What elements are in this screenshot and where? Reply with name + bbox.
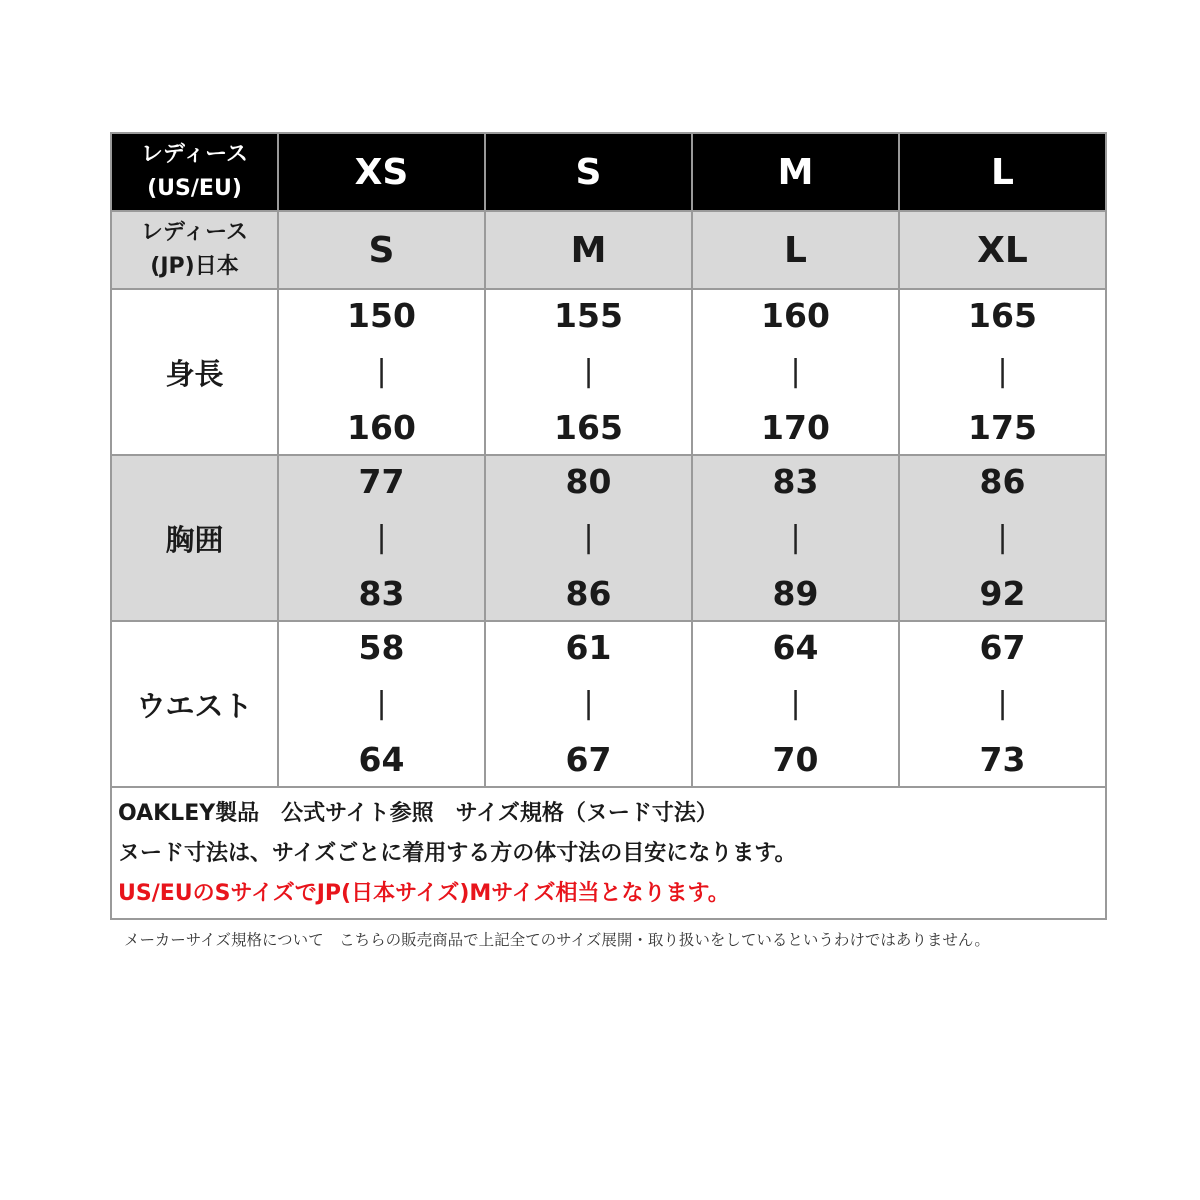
waist-cell bbox=[899, 621, 1106, 787]
jp-label-line2: (JP)日本 bbox=[150, 254, 239, 279]
waist-row bbox=[111, 621, 1106, 787]
range-min: 83 bbox=[772, 462, 819, 501]
notes-row bbox=[111, 787, 1106, 919]
us-size-s: S bbox=[485, 133, 692, 211]
notes-cell bbox=[111, 787, 1106, 919]
waist-label: ウエスト bbox=[111, 621, 278, 787]
range-separator: | bbox=[376, 354, 387, 389]
range-max: 70 bbox=[772, 740, 819, 779]
height-cell bbox=[692, 289, 899, 455]
range-max: 160 bbox=[347, 408, 416, 447]
range-min: 58 bbox=[358, 628, 405, 667]
range-max: 83 bbox=[358, 574, 405, 613]
jp-size-l: L bbox=[692, 211, 899, 289]
range-separator: | bbox=[583, 354, 594, 389]
range-separator: | bbox=[583, 686, 594, 721]
height-cell bbox=[899, 289, 1106, 455]
jp-size-xl: XL bbox=[899, 211, 1106, 289]
us-size-m: M bbox=[692, 133, 899, 211]
range-min: 86 bbox=[979, 462, 1026, 501]
chest-cell bbox=[899, 455, 1106, 621]
us-size-l: L bbox=[899, 133, 1106, 211]
range-min: 61 bbox=[565, 628, 612, 667]
range-max: 92 bbox=[979, 574, 1026, 613]
jp-label-line1: レディース bbox=[140, 220, 249, 245]
range-max: 165 bbox=[554, 408, 623, 447]
us-eu-row-label bbox=[111, 133, 278, 211]
range-separator: | bbox=[376, 520, 387, 555]
range-max: 67 bbox=[565, 740, 612, 779]
range-max: 86 bbox=[565, 574, 612, 613]
height-row bbox=[111, 289, 1106, 455]
range-separator: | bbox=[997, 686, 1008, 721]
range-separator: | bbox=[583, 520, 594, 555]
range-min: 160 bbox=[761, 296, 830, 335]
range-max: 73 bbox=[979, 740, 1026, 779]
height-cell bbox=[278, 289, 485, 455]
range-separator: | bbox=[376, 686, 387, 721]
chest-row bbox=[111, 455, 1106, 621]
us-eu-label-line2: (US/EU) bbox=[147, 176, 242, 201]
jp-size-s: S bbox=[278, 211, 485, 289]
range-min: 155 bbox=[554, 296, 623, 335]
jp-row-label bbox=[111, 211, 278, 289]
waist-cell bbox=[692, 621, 899, 787]
us-eu-label-line1: レディース bbox=[140, 142, 249, 167]
chest-cell bbox=[278, 455, 485, 621]
range-min: 67 bbox=[979, 628, 1026, 667]
range-min: 165 bbox=[968, 296, 1037, 335]
range-min: 77 bbox=[358, 462, 405, 501]
disclaimer-text: メーカーサイズ規格について こちらの販売商品で上記全てのサイズ展開・取り扱いをしているというわけではありません。 bbox=[124, 931, 990, 949]
range-min: 64 bbox=[772, 628, 819, 667]
jp-size-row bbox=[111, 211, 1106, 289]
us-size-xs: XS bbox=[278, 133, 485, 211]
size-table bbox=[110, 132, 1107, 920]
waist-cell bbox=[278, 621, 485, 787]
note-source: OAKLEY製品 公式サイト参照 サイズ規格（ヌード寸法） bbox=[118, 801, 718, 826]
range-separator: | bbox=[790, 686, 801, 721]
range-separator: | bbox=[997, 354, 1008, 389]
chest-cell bbox=[692, 455, 899, 621]
jp-size-m: M bbox=[485, 211, 692, 289]
range-separator: | bbox=[790, 354, 801, 389]
range-separator: | bbox=[997, 520, 1008, 555]
chest-cell bbox=[485, 455, 692, 621]
range-max: 89 bbox=[772, 574, 819, 613]
us-eu-size-row bbox=[111, 133, 1106, 211]
range-max: 170 bbox=[761, 408, 830, 447]
waist-cell bbox=[485, 621, 692, 787]
range-max: 175 bbox=[968, 408, 1037, 447]
range-max: 64 bbox=[358, 740, 405, 779]
height-cell bbox=[485, 289, 692, 455]
note-nude-size: ヌード寸法は、サイズごとに着用する方の体寸法の目安になります。 bbox=[118, 841, 797, 866]
note-size-equivalence: US/EUのSサイズでJP(日本サイズ)Mサイズ相当となります。 bbox=[118, 881, 730, 906]
height-label: 身長 bbox=[111, 289, 278, 455]
range-separator: | bbox=[790, 520, 801, 555]
range-min: 80 bbox=[565, 462, 612, 501]
range-min: 150 bbox=[347, 296, 416, 335]
chest-label: 胸囲 bbox=[111, 455, 278, 621]
